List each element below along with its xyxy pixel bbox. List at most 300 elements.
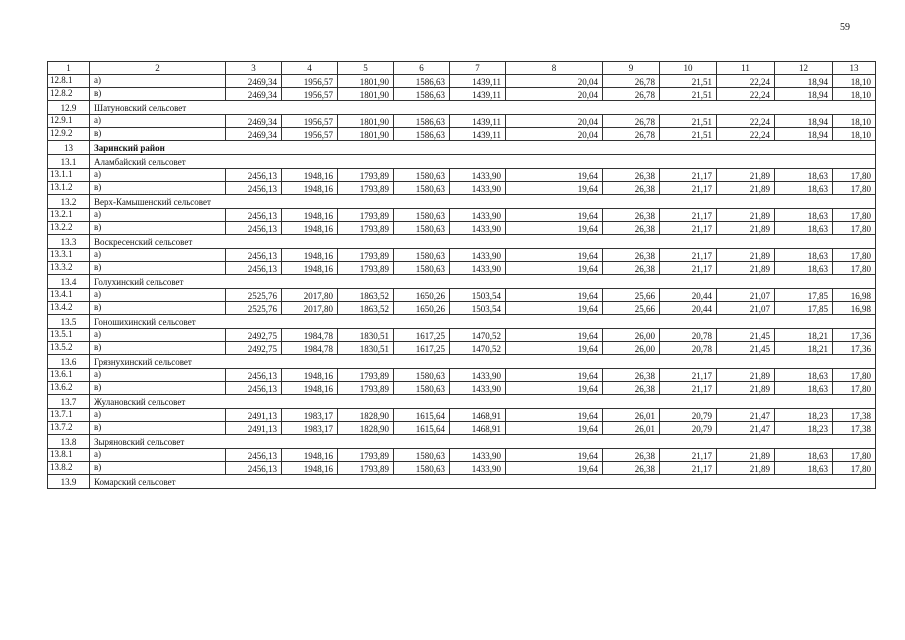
value-cell: 2456,13	[226, 262, 282, 275]
section-name: Шатуновский сельсовет	[90, 101, 876, 115]
value-cell: 1433,90	[450, 222, 506, 235]
row-code: 13.2	[48, 195, 90, 209]
value-cell: 20,79	[660, 422, 717, 435]
section-row	[48, 155, 876, 169]
value-cell: 18,63	[775, 209, 833, 222]
column-header: 5	[338, 62, 394, 75]
value-cell: 1863,52	[338, 302, 394, 315]
table-body	[48, 62, 876, 489]
value-cell: 20,78	[660, 342, 717, 355]
row-label: в)	[90, 422, 226, 435]
section-row	[48, 435, 876, 449]
table-row	[48, 342, 876, 355]
value-cell: 21,89	[717, 449, 775, 462]
row-code: 13.2.1	[48, 209, 90, 222]
value-cell: 20,44	[660, 289, 717, 302]
value-cell: 18,10	[833, 128, 876, 141]
value-cell: 26,78	[603, 115, 660, 128]
value-cell: 26,01	[603, 409, 660, 422]
value-cell: 1617,25	[394, 342, 450, 355]
value-cell: 17,80	[833, 182, 876, 195]
value-cell: 1793,89	[338, 222, 394, 235]
value-cell: 21,17	[660, 382, 717, 395]
value-cell: 25,66	[603, 289, 660, 302]
table-row	[48, 128, 876, 141]
column-header: 12	[775, 62, 833, 75]
value-cell: 1956,57	[282, 88, 338, 101]
section-name: Грязнухинский сельсовет	[90, 355, 876, 369]
value-cell: 19,64	[506, 262, 603, 275]
value-cell: 2492,75	[226, 329, 282, 342]
value-cell: 1586,63	[394, 75, 450, 88]
row-label: в)	[90, 382, 226, 395]
value-cell: 1433,90	[450, 169, 506, 182]
value-cell: 2469,34	[226, 115, 282, 128]
table-row	[48, 262, 876, 275]
row-code: 13.5	[48, 315, 90, 329]
value-cell: 1793,89	[338, 209, 394, 222]
column-header: 11	[717, 62, 775, 75]
value-cell: 1503,54	[450, 302, 506, 315]
value-cell: 21,51	[660, 115, 717, 128]
value-cell: 17,80	[833, 262, 876, 275]
row-label: а)	[90, 369, 226, 382]
value-cell: 21,45	[717, 342, 775, 355]
value-cell: 18,63	[775, 462, 833, 475]
row-label: а)	[90, 249, 226, 262]
value-cell: 1948,16	[282, 462, 338, 475]
value-cell: 18,94	[775, 88, 833, 101]
value-cell: 26,38	[603, 462, 660, 475]
value-cell: 1617,25	[394, 329, 450, 342]
value-cell: 1948,16	[282, 209, 338, 222]
value-cell: 1580,63	[394, 369, 450, 382]
value-cell: 1433,90	[450, 462, 506, 475]
row-label: а)	[90, 409, 226, 422]
value-cell: 20,04	[506, 128, 603, 141]
value-cell: 1948,16	[282, 222, 338, 235]
value-cell: 1956,57	[282, 115, 338, 128]
row-code: 13.3.1	[48, 249, 90, 262]
value-cell: 18,94	[775, 75, 833, 88]
value-cell: 1984,78	[282, 342, 338, 355]
row-code: 13.3	[48, 235, 90, 249]
value-cell: 1580,63	[394, 262, 450, 275]
row-code: 13.8.2	[48, 462, 90, 475]
value-cell: 1793,89	[338, 182, 394, 195]
value-cell: 1650,26	[394, 289, 450, 302]
column-header: 13	[833, 62, 876, 75]
row-label: а)	[90, 169, 226, 182]
value-cell: 22,24	[717, 88, 775, 101]
value-cell: 20,44	[660, 302, 717, 315]
value-cell: 17,36	[833, 329, 876, 342]
value-cell: 2456,13	[226, 182, 282, 195]
value-cell: 1586,63	[394, 88, 450, 101]
value-cell: 1948,16	[282, 182, 338, 195]
row-code: 13.8.1	[48, 449, 90, 462]
value-cell: 18,63	[775, 369, 833, 382]
row-code: 13.4	[48, 275, 90, 289]
row-label: в)	[90, 182, 226, 195]
value-cell: 2525,76	[226, 302, 282, 315]
value-cell: 19,64	[506, 369, 603, 382]
value-cell: 19,64	[506, 302, 603, 315]
value-cell: 1433,90	[450, 209, 506, 222]
value-cell: 21,17	[660, 369, 717, 382]
value-cell: 17,80	[833, 369, 876, 382]
value-cell: 18,63	[775, 222, 833, 235]
value-cell: 1580,63	[394, 382, 450, 395]
value-cell: 17,80	[833, 169, 876, 182]
value-cell: 1801,90	[338, 88, 394, 101]
value-cell: 20,04	[506, 88, 603, 101]
value-cell: 26,38	[603, 182, 660, 195]
row-label: в)	[90, 88, 226, 101]
section-name: Комарский сельсовет	[90, 475, 876, 489]
column-header: 7	[450, 62, 506, 75]
value-cell: 26,00	[603, 342, 660, 355]
value-cell: 21,89	[717, 369, 775, 382]
value-cell: 20,78	[660, 329, 717, 342]
table-row	[48, 222, 876, 235]
section-row	[48, 475, 876, 489]
row-code: 13.1.2	[48, 182, 90, 195]
value-cell: 1828,90	[338, 409, 394, 422]
value-cell: 1433,90	[450, 249, 506, 262]
value-cell: 1801,90	[338, 75, 394, 88]
value-cell: 21,47	[717, 422, 775, 435]
column-header: 8	[506, 62, 603, 75]
value-cell: 1793,89	[338, 462, 394, 475]
value-cell: 21,89	[717, 262, 775, 275]
value-cell: 21,89	[717, 222, 775, 235]
row-code: 13.4.2	[48, 302, 90, 315]
value-cell: 19,64	[506, 382, 603, 395]
section-row	[48, 101, 876, 115]
row-code: 13.3.2	[48, 262, 90, 275]
value-cell: 1615,64	[394, 422, 450, 435]
section-name: Гоношихинский сельсовет	[90, 315, 876, 329]
value-cell: 18,63	[775, 449, 833, 462]
row-code: 13.6.1	[48, 369, 90, 382]
table-row	[48, 249, 876, 262]
value-cell: 2456,13	[226, 449, 282, 462]
row-code: 13.4.1	[48, 289, 90, 302]
value-cell: 26,38	[603, 209, 660, 222]
section-row	[48, 395, 876, 409]
value-cell: 1948,16	[282, 369, 338, 382]
section-row	[48, 275, 876, 289]
value-cell: 18,10	[833, 115, 876, 128]
value-cell: 1828,90	[338, 422, 394, 435]
value-cell: 26,38	[603, 222, 660, 235]
table-row	[48, 115, 876, 128]
value-cell: 2525,76	[226, 289, 282, 302]
value-cell: 1433,90	[450, 382, 506, 395]
value-cell: 17,80	[833, 222, 876, 235]
value-cell: 1650,26	[394, 302, 450, 315]
value-cell: 1586,63	[394, 128, 450, 141]
value-cell: 1503,54	[450, 289, 506, 302]
value-cell: 18,23	[775, 409, 833, 422]
row-code: 13	[48, 141, 90, 155]
section-row	[48, 235, 876, 249]
value-cell: 1948,16	[282, 169, 338, 182]
table-row	[48, 182, 876, 195]
value-cell: 19,64	[506, 182, 603, 195]
value-cell: 19,64	[506, 289, 603, 302]
section-row	[48, 195, 876, 209]
value-cell: 1433,90	[450, 262, 506, 275]
value-cell: 26,38	[603, 249, 660, 262]
value-cell: 21,89	[717, 182, 775, 195]
header-row	[48, 62, 876, 75]
value-cell: 26,78	[603, 88, 660, 101]
column-header: 9	[603, 62, 660, 75]
value-cell: 1830,51	[338, 329, 394, 342]
row-code: 13.9	[48, 475, 90, 489]
row-label: в)	[90, 302, 226, 315]
value-cell: 19,64	[506, 209, 603, 222]
value-cell: 1580,63	[394, 449, 450, 462]
value-cell: 26,38	[603, 369, 660, 382]
value-cell: 18,23	[775, 422, 833, 435]
value-cell: 1793,89	[338, 369, 394, 382]
value-cell: 26,38	[603, 262, 660, 275]
value-cell: 17,85	[775, 302, 833, 315]
row-label: в)	[90, 262, 226, 275]
value-cell: 1586,63	[394, 115, 450, 128]
value-cell: 19,64	[506, 342, 603, 355]
value-cell: 1948,16	[282, 262, 338, 275]
value-cell: 18,63	[775, 249, 833, 262]
value-cell: 2456,13	[226, 462, 282, 475]
row-code: 12.8.1	[48, 75, 90, 88]
value-cell: 1983,17	[282, 422, 338, 435]
value-cell: 19,64	[506, 169, 603, 182]
value-cell: 21,51	[660, 75, 717, 88]
row-code: 13.6.2	[48, 382, 90, 395]
value-cell: 18,63	[775, 382, 833, 395]
value-cell: 20,79	[660, 409, 717, 422]
value-cell: 17,80	[833, 249, 876, 262]
value-cell: 26,38	[603, 449, 660, 462]
value-cell: 21,17	[660, 222, 717, 235]
value-cell: 1956,57	[282, 75, 338, 88]
row-label: а)	[90, 115, 226, 128]
value-cell: 17,36	[833, 342, 876, 355]
value-cell: 18,63	[775, 169, 833, 182]
row-code: 13.6	[48, 355, 90, 369]
value-cell: 2491,13	[226, 409, 282, 422]
row-code: 13.1.1	[48, 169, 90, 182]
value-cell: 1793,89	[338, 382, 394, 395]
section-name: Верх-Камышенский сельсовет	[90, 195, 876, 209]
value-cell: 19,64	[506, 329, 603, 342]
section-row	[48, 355, 876, 369]
value-cell: 17,85	[775, 289, 833, 302]
value-cell: 20,04	[506, 75, 603, 88]
value-cell: 21,51	[660, 128, 717, 141]
table-row	[48, 329, 876, 342]
row-label: а)	[90, 209, 226, 222]
value-cell: 18,10	[833, 75, 876, 88]
value-cell: 19,64	[506, 222, 603, 235]
value-cell: 21,51	[660, 88, 717, 101]
table-row	[48, 302, 876, 315]
value-cell: 19,64	[506, 462, 603, 475]
value-cell: 21,17	[660, 449, 717, 462]
value-cell: 18,63	[775, 262, 833, 275]
table-row	[48, 382, 876, 395]
value-cell: 16,98	[833, 289, 876, 302]
table-row	[48, 369, 876, 382]
value-cell: 21,89	[717, 209, 775, 222]
value-cell: 2469,34	[226, 75, 282, 88]
value-cell: 1948,16	[282, 449, 338, 462]
value-cell: 17,80	[833, 449, 876, 462]
section-name: Аламбайский сельсовет	[90, 155, 876, 169]
value-cell: 26,38	[603, 382, 660, 395]
value-cell: 21,89	[717, 249, 775, 262]
table-row	[48, 409, 876, 422]
column-header: 6	[394, 62, 450, 75]
table-row	[48, 422, 876, 435]
tariff-table	[47, 61, 876, 489]
value-cell: 1793,89	[338, 262, 394, 275]
district-row	[48, 141, 876, 155]
section-name: Голухинский сельсовет	[90, 275, 876, 289]
value-cell: 16,98	[833, 302, 876, 315]
row-code: 13.7	[48, 395, 90, 409]
row-code: 13.8	[48, 435, 90, 449]
row-label: в)	[90, 128, 226, 141]
table-row	[48, 88, 876, 101]
value-cell: 26,78	[603, 128, 660, 141]
row-label: в)	[90, 342, 226, 355]
value-cell: 19,64	[506, 409, 603, 422]
table-row	[48, 289, 876, 302]
section-name: Зыряновский сельсовет	[90, 435, 876, 449]
table-row	[48, 169, 876, 182]
row-label: а)	[90, 289, 226, 302]
value-cell: 21,17	[660, 169, 717, 182]
value-cell: 2017,80	[282, 289, 338, 302]
value-cell: 26,38	[603, 169, 660, 182]
section-name: Воскресенский сельсовет	[90, 235, 876, 249]
value-cell: 1433,90	[450, 369, 506, 382]
value-cell: 1801,90	[338, 128, 394, 141]
value-cell: 1580,63	[394, 222, 450, 235]
value-cell: 2469,34	[226, 88, 282, 101]
value-cell: 1439,11	[450, 75, 506, 88]
column-header: 3	[226, 62, 282, 75]
value-cell: 1948,16	[282, 382, 338, 395]
table-row	[48, 209, 876, 222]
value-cell: 21,17	[660, 182, 717, 195]
value-cell: 19,64	[506, 249, 603, 262]
value-cell: 17,80	[833, 382, 876, 395]
value-cell: 18,94	[775, 128, 833, 141]
value-cell: 2492,75	[226, 342, 282, 355]
value-cell: 1433,90	[450, 449, 506, 462]
section-row	[48, 315, 876, 329]
value-cell: 18,21	[775, 329, 833, 342]
column-header: 10	[660, 62, 717, 75]
row-code: 13.5.1	[48, 329, 90, 342]
district-name: Заринский район	[90, 141, 876, 155]
value-cell: 1468,91	[450, 409, 506, 422]
value-cell: 26,78	[603, 75, 660, 88]
value-cell: 17,80	[833, 209, 876, 222]
table-row	[48, 75, 876, 88]
value-cell: 1580,63	[394, 249, 450, 262]
table-row	[48, 462, 876, 475]
value-cell: 2456,13	[226, 222, 282, 235]
row-code: 13.5.2	[48, 342, 90, 355]
value-cell: 1580,63	[394, 462, 450, 475]
value-cell: 2491,13	[226, 422, 282, 435]
value-cell: 21,45	[717, 329, 775, 342]
row-code: 12.8.2	[48, 88, 90, 101]
value-cell: 21,17	[660, 209, 717, 222]
column-header: 1	[48, 62, 90, 75]
page-number: 59	[840, 22, 850, 33]
value-cell: 1468,91	[450, 422, 506, 435]
value-cell: 1439,11	[450, 115, 506, 128]
row-code: 13.7.1	[48, 409, 90, 422]
value-cell: 1470,52	[450, 329, 506, 342]
value-cell: 1956,57	[282, 128, 338, 141]
value-cell: 26,00	[603, 329, 660, 342]
value-cell: 1984,78	[282, 329, 338, 342]
value-cell: 21,17	[660, 249, 717, 262]
value-cell: 1580,63	[394, 182, 450, 195]
value-cell: 25,66	[603, 302, 660, 315]
value-cell: 2456,13	[226, 249, 282, 262]
value-cell: 18,21	[775, 342, 833, 355]
row-code: 13.1	[48, 155, 90, 169]
value-cell: 21,89	[717, 169, 775, 182]
value-cell: 18,10	[833, 88, 876, 101]
value-cell: 21,17	[660, 262, 717, 275]
table-row	[48, 449, 876, 462]
row-code: 12.9.2	[48, 128, 90, 141]
row-code: 12.9.1	[48, 115, 90, 128]
value-cell: 2456,13	[226, 209, 282, 222]
value-cell: 22,24	[717, 128, 775, 141]
value-cell: 22,24	[717, 75, 775, 88]
value-cell: 21,07	[717, 302, 775, 315]
value-cell: 1580,63	[394, 169, 450, 182]
value-cell: 2017,80	[282, 302, 338, 315]
value-cell: 1793,89	[338, 249, 394, 262]
value-cell: 17,38	[833, 409, 876, 422]
row-label: а)	[90, 75, 226, 88]
value-cell: 21,17	[660, 462, 717, 475]
value-cell: 2469,34	[226, 128, 282, 141]
value-cell: 1793,89	[338, 169, 394, 182]
value-cell: 19,64	[506, 449, 603, 462]
value-cell: 1439,11	[450, 128, 506, 141]
section-name: Жулановский сельсовет	[90, 395, 876, 409]
value-cell: 1948,16	[282, 249, 338, 262]
value-cell: 26,01	[603, 422, 660, 435]
value-cell: 2456,13	[226, 369, 282, 382]
value-cell: 1983,17	[282, 409, 338, 422]
row-code: 13.7.2	[48, 422, 90, 435]
